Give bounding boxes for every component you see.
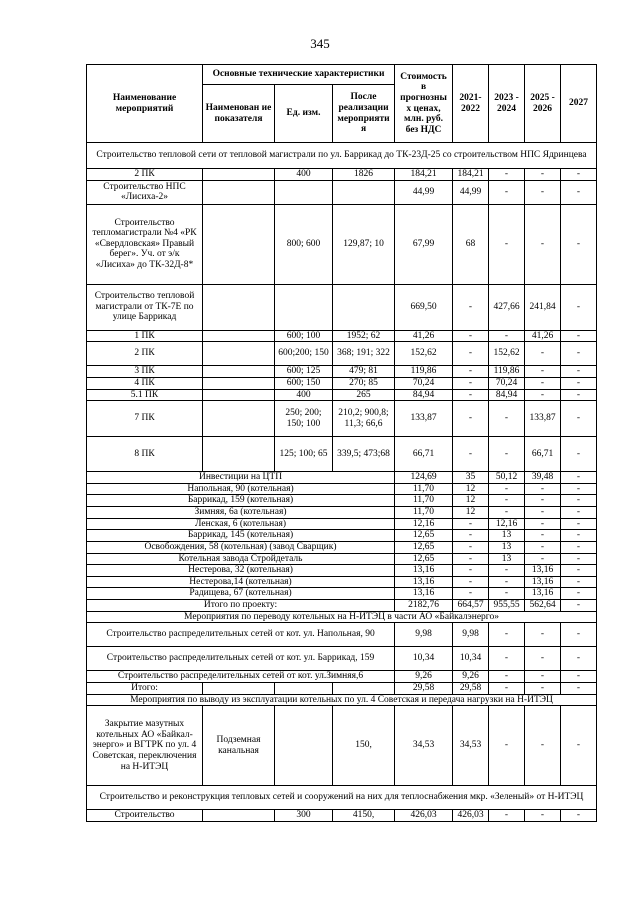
cell-indicator: [203, 342, 275, 366]
cell-unit: 600; 100: [275, 330, 333, 342]
cell-name: Итого:: [87, 682, 203, 694]
cell-y3: 13,16: [525, 576, 561, 588]
cell-y3: -: [525, 495, 561, 507]
cell-unit: 600;200; 150: [275, 342, 333, 366]
cell-cost: 13,16: [395, 576, 453, 588]
table-row: [87, 204, 597, 284]
cell-y4: -: [561, 647, 597, 671]
table-row: [87, 647, 597, 671]
cell-after: 150,: [333, 706, 395, 786]
cell-y1: -: [453, 588, 489, 600]
cell-y2: -: [489, 495, 525, 507]
header-after: После реализации мероприяти я: [333, 85, 395, 143]
section-3-title: Мероприятия по выводу из эксплуатации котельных по ул. 4 Советская и передача нагрузки на Н-ИТЭЦ: [87, 694, 597, 706]
cell-name: Строительство распределительных сетей от кот. ул.Зимняя,6: [87, 671, 395, 683]
cell-y4: -: [561, 180, 597, 204]
cell-name: Нестерова, 32 (котельная): [87, 565, 395, 577]
table-row: [87, 342, 597, 366]
section-row: [87, 694, 597, 706]
cell-y4: -: [561, 389, 597, 401]
cell-y3: -: [525, 647, 561, 671]
cell-name: Строительство распределительных сетей от кот. ул. Баррикад, 159: [87, 647, 395, 671]
cell-name: Строительство НПС «Лисиха-2»: [87, 180, 203, 204]
cell-cost: 12,16: [395, 518, 453, 530]
cell-name: Котельная завода Стройдеталь: [87, 553, 395, 565]
cell-cost: 669,50: [395, 284, 453, 330]
cell-y4: -: [561, 682, 597, 694]
cell-y4: -: [561, 472, 597, 484]
section-1-title: Строительство тепловой сети от тепловой магистрали по ул. Баррикад до ТК-23Д-25 со строительством НПС Ядринцева: [87, 143, 597, 169]
cell-cost: 12,65: [395, 553, 453, 565]
cell-y4: -: [561, 518, 597, 530]
cell-y2: 12,16: [489, 518, 525, 530]
table-row: [87, 810, 597, 822]
cell-y2: 84,94: [489, 389, 525, 401]
table-row: [87, 330, 597, 342]
cell-y4: -: [561, 401, 597, 437]
table-row: [87, 401, 597, 437]
cell-y2: -: [489, 671, 525, 683]
cell-y3: -: [525, 204, 561, 284]
cell-name: Строительство распределительных сетей от кот. ул. Напольная, 90: [87, 623, 395, 647]
cell-indicator: [203, 180, 275, 204]
section-row: [87, 786, 597, 810]
cell-y3: -: [525, 180, 561, 204]
cell-y1: -: [453, 518, 489, 530]
cell-cost: 11,70: [395, 483, 453, 495]
cell-y4: -: [561, 553, 597, 565]
cell-y1: 29,58: [453, 682, 489, 694]
cell-y4: -: [561, 671, 597, 683]
cell-y1: 426,03: [453, 810, 489, 822]
cell-y1: 10,34: [453, 647, 489, 671]
cell-y2: 955,55: [489, 600, 525, 612]
cell-y3: -: [525, 541, 561, 553]
cell-y4: -: [561, 342, 597, 366]
cell-unit: [275, 284, 333, 330]
cell-y4: -: [561, 495, 597, 507]
cell-indicator: Подземная канальная: [203, 706, 275, 786]
cell-y3: -: [525, 507, 561, 519]
header-year-2: 2023 - 2024: [489, 65, 525, 143]
cell-y4: -: [561, 483, 597, 495]
cell-name: Строительство тепловой магистрали от ТК-7Е по улице Баррикад: [87, 284, 203, 330]
header-cost: Стоимость в прогнозны х ценах, млн. руб. без НДС: [395, 65, 453, 143]
cell-y1: -: [453, 366, 489, 378]
cell-y4: -: [561, 623, 597, 647]
cell-name: Радищева, 67 (котельная): [87, 588, 395, 600]
cell-y1: -: [453, 401, 489, 437]
cell-y3: 41,26: [525, 330, 561, 342]
table-row: [87, 507, 597, 519]
cell-unit: 125; 100; 65: [275, 437, 333, 472]
cell-cost: 84,94: [395, 389, 453, 401]
cell-y1: 68: [453, 204, 489, 284]
cell-cost: 2182,76: [395, 600, 453, 612]
table-row: [87, 671, 597, 683]
table-row: [87, 389, 597, 401]
cell-y2: -: [489, 682, 525, 694]
cell-y4: -: [561, 377, 597, 389]
table-row: [87, 518, 597, 530]
cell-cost: 9,26: [395, 671, 453, 683]
cell-name: 5.1 ПК: [87, 389, 203, 401]
cell-indicator: [203, 330, 275, 342]
cell-y2: -: [489, 623, 525, 647]
cell-y1: -: [453, 377, 489, 389]
cell-y4: -: [561, 588, 597, 600]
header-year-4: 2027: [561, 65, 597, 143]
cell-name: Закрытие мазутных котельных АО «Байкал-энерго» и ВГТРК по ул. 4 Советская, переключения на Н-ИТЭЦ: [87, 706, 203, 786]
cell-cost: 13,16: [395, 565, 453, 577]
cell-cost: 11,70: [395, 507, 453, 519]
cell-name: 2 ПК: [87, 342, 203, 366]
cell-unit: 300: [275, 810, 333, 822]
cell-y3: -: [525, 169, 561, 181]
cell-y2: 13: [489, 553, 525, 565]
cell-cost: 11,70: [395, 495, 453, 507]
table-row: [87, 495, 597, 507]
table-row: [87, 565, 597, 577]
cell-name: 1 ПК: [87, 330, 203, 342]
table-row: [87, 623, 597, 647]
cell-y4: -: [561, 507, 597, 519]
cell-y4: -: [561, 204, 597, 284]
cell-y2: 13: [489, 530, 525, 542]
cell-after: 4150,: [333, 810, 395, 822]
cell-y3: 13,16: [525, 588, 561, 600]
cell-cost: 124,69: [395, 472, 453, 484]
cell-y4: -: [561, 330, 597, 342]
cell-after: 129,87; 10: [333, 204, 395, 284]
cell-y4: -: [561, 530, 597, 542]
cell-unit: 400: [275, 169, 333, 181]
table-row: [87, 588, 597, 600]
cell-unit: 250; 200; 150; 100: [275, 401, 333, 437]
cell-cost: 9,98: [395, 623, 453, 647]
cell-y1: 9,98: [453, 623, 489, 647]
cell-name: Зимняя, 6а (котельная): [87, 507, 395, 519]
cell-y4: -: [561, 565, 597, 577]
cell-y2: -: [489, 330, 525, 342]
cell-name: 4 ПК: [87, 377, 203, 389]
cell-name: 3 ПК: [87, 366, 203, 378]
header-indicator: Наименован ие показателя: [203, 85, 275, 143]
cell-unit: [275, 706, 333, 786]
cell-y2: 13: [489, 541, 525, 553]
cell-y3: 39,48: [525, 472, 561, 484]
table-row: [87, 472, 597, 484]
cell-indicator: [203, 682, 275, 694]
cell-y1: -: [453, 576, 489, 588]
cell-y4: -: [561, 600, 597, 612]
table-row: [87, 437, 597, 472]
cell-y1: -: [453, 284, 489, 330]
cell-y2: 119,86: [489, 366, 525, 378]
section-2-title: Мероприятия по переводу котельных на Н-ИТЭЦ в части АО «Байкалэнерго»: [87, 611, 597, 623]
cell-after: 265: [333, 389, 395, 401]
cell-cost: 426,03: [395, 810, 453, 822]
header-row: [87, 65, 597, 85]
cell-cost: 133,87: [395, 401, 453, 437]
cell-y4: -: [561, 169, 597, 181]
cell-cost: 10,34: [395, 647, 453, 671]
table-row: [87, 284, 597, 330]
cell-y1: 12: [453, 495, 489, 507]
cell-name: Строительство: [87, 810, 203, 822]
header-year-3: 2025 - 2026: [525, 65, 561, 143]
section-row: [87, 143, 597, 169]
cell-name: 7 ПК: [87, 401, 203, 437]
section-row: [87, 611, 597, 623]
cell-y4: -: [561, 541, 597, 553]
cell-y3: -: [525, 810, 561, 822]
cell-indicator: [203, 389, 275, 401]
table-row: [87, 169, 597, 181]
cell-indicator: [203, 284, 275, 330]
cell-cost: 44,99: [395, 180, 453, 204]
table-row: [87, 541, 597, 553]
cell-y3: 241,84: [525, 284, 561, 330]
cell-name: Ленская, 6 (котельная): [87, 518, 395, 530]
cell-cost: 70,24: [395, 377, 453, 389]
cell-y1: 35: [453, 472, 489, 484]
cell-y2: -: [489, 576, 525, 588]
investment-table: [86, 64, 597, 822]
header-year-1: 2021-2022: [453, 65, 489, 143]
table-row: [87, 706, 597, 786]
cell-name: Нестерова,14 (котельная): [87, 576, 395, 588]
cell-y2: 70,24: [489, 377, 525, 389]
cell-y2: -: [489, 810, 525, 822]
cell-y2: -: [489, 401, 525, 437]
cell-name: Строительство тепломагистрали №4 «РК «Свердловская» Правый берег». Уч. от э/к «Лисиха» до ТК-32Д-8*: [87, 204, 203, 284]
cell-y2: -: [489, 483, 525, 495]
cell-y3: -: [525, 553, 561, 565]
cell-after: 270; 85: [333, 377, 395, 389]
table-row: [87, 377, 597, 389]
cell-y4: -: [561, 810, 597, 822]
cell-name: 8 ПК: [87, 437, 203, 472]
cell-y3: -: [525, 518, 561, 530]
cell-y3: -: [525, 483, 561, 495]
cell-y1: 12: [453, 483, 489, 495]
cell-y2: -: [489, 647, 525, 671]
cell-name: Баррикад, 145 (котельная): [87, 530, 395, 542]
cell-y4: -: [561, 284, 597, 330]
cell-y1: 12: [453, 507, 489, 519]
cell-y3: -: [525, 671, 561, 683]
cell-y2: 152,62: [489, 342, 525, 366]
cell-y1: -: [453, 389, 489, 401]
cell-y1: 664,57: [453, 600, 489, 612]
cell-cost: 66,71: [395, 437, 453, 472]
cell-cost: 41,26: [395, 330, 453, 342]
cell-after: 1952; 62: [333, 330, 395, 342]
cell-y2: 427,66: [489, 284, 525, 330]
cell-y1: 44,99: [453, 180, 489, 204]
cell-cost: 67,99: [395, 204, 453, 284]
project-total-row: [87, 600, 597, 612]
cell-indicator: [203, 810, 275, 822]
cell-y1: -: [453, 553, 489, 565]
cell-after: 368; 191; 322: [333, 342, 395, 366]
cell-unit: [275, 180, 333, 204]
cell-indicator: [203, 169, 275, 181]
subtotal-row: [87, 682, 597, 694]
cell-y2: -: [489, 507, 525, 519]
cell-y2: -: [489, 437, 525, 472]
cell-y3: -: [525, 366, 561, 378]
cell-cost: 119,86: [395, 366, 453, 378]
cell-unit: [275, 682, 333, 694]
header-name: Наименование мероприятий: [87, 65, 203, 143]
header-unit: Ед. изм.: [275, 85, 333, 143]
cell-cost: 184,21: [395, 169, 453, 181]
cell-y4: -: [561, 706, 597, 786]
cell-y1: -: [453, 342, 489, 366]
cell-unit: 600; 125: [275, 366, 333, 378]
cell-y3: -: [525, 623, 561, 647]
cell-after: 479; 81: [333, 366, 395, 378]
cell-after: 210,2; 900,8; 11,3; 66,6: [333, 401, 395, 437]
cell-y1: 34,53: [453, 706, 489, 786]
cell-unit: 800; 600: [275, 204, 333, 284]
cell-after: [333, 682, 395, 694]
cell-y4: -: [561, 576, 597, 588]
cell-cost: 12,65: [395, 530, 453, 542]
cell-cost: 29,58: [395, 682, 453, 694]
cell-after: 1826: [333, 169, 395, 181]
cell-indicator: [203, 377, 275, 389]
cell-y3: -: [525, 530, 561, 542]
cell-y1: -: [453, 437, 489, 472]
cell-y3: -: [525, 706, 561, 786]
header-tech: Основные технические характеристики: [203, 65, 395, 85]
cell-name: Инвестиции на ЦТП: [87, 472, 395, 484]
cell-name: 2 ПК: [87, 169, 203, 181]
cell-y2: 50,12: [489, 472, 525, 484]
cell-y4: -: [561, 437, 597, 472]
page-number: 345: [310, 36, 330, 51]
cell-y3: 133,87: [525, 401, 561, 437]
cell-after: 339,5; 473;68: [333, 437, 395, 472]
table-row: [87, 530, 597, 542]
cell-after: [333, 180, 395, 204]
cell-y1: -: [453, 565, 489, 577]
cell-name: Освобождения, 58 (котельная) (завод Сварщик): [87, 541, 395, 553]
cell-y3: -: [525, 389, 561, 401]
cell-y3: 66,71: [525, 437, 561, 472]
table-row: [87, 180, 597, 204]
table-row: [87, 553, 597, 565]
cell-y1: -: [453, 541, 489, 553]
cell-cost: 152,62: [395, 342, 453, 366]
cell-y3: -: [525, 342, 561, 366]
cell-cost: 12,65: [395, 541, 453, 553]
table-row: [87, 366, 597, 378]
cell-unit: 600; 150: [275, 377, 333, 389]
cell-y1: -: [453, 530, 489, 542]
cell-indicator: [203, 366, 275, 378]
cell-y2: -: [489, 565, 525, 577]
cell-name: Баррикад, 159 (котельная): [87, 495, 395, 507]
cell-y2: -: [489, 180, 525, 204]
cell-y2: -: [489, 706, 525, 786]
cell-y2: -: [489, 204, 525, 284]
cell-y1: 9,26: [453, 671, 489, 683]
table-row: [87, 483, 597, 495]
cell-name: Напольная, 90 (котельная): [87, 483, 395, 495]
cell-y3: 562,64: [525, 600, 561, 612]
cell-cost: 34,53: [395, 706, 453, 786]
cell-unit: 400: [275, 389, 333, 401]
cell-y3: -: [525, 377, 561, 389]
cell-y2: -: [489, 169, 525, 181]
cell-y2: -: [489, 588, 525, 600]
table-row: [87, 576, 597, 588]
cell-indicator: [203, 437, 275, 472]
cell-indicator: [203, 204, 275, 284]
cell-after: [333, 284, 395, 330]
cell-y4: -: [561, 366, 597, 378]
section-4-title: Строительство и реконструкция тепловых сетей и сооружений на них для теплоснабжения мкр. «Зеленый» от Н-ИТЭЦ: [87, 786, 597, 810]
cell-indicator: [203, 401, 275, 437]
cell-y3: 13,16: [525, 565, 561, 577]
cell-y1: -: [453, 330, 489, 342]
cell-y3: -: [525, 682, 561, 694]
cell-name: Итого по проекту:: [87, 600, 395, 612]
cell-y1: 184,21: [453, 169, 489, 181]
cell-cost: 13,16: [395, 588, 453, 600]
